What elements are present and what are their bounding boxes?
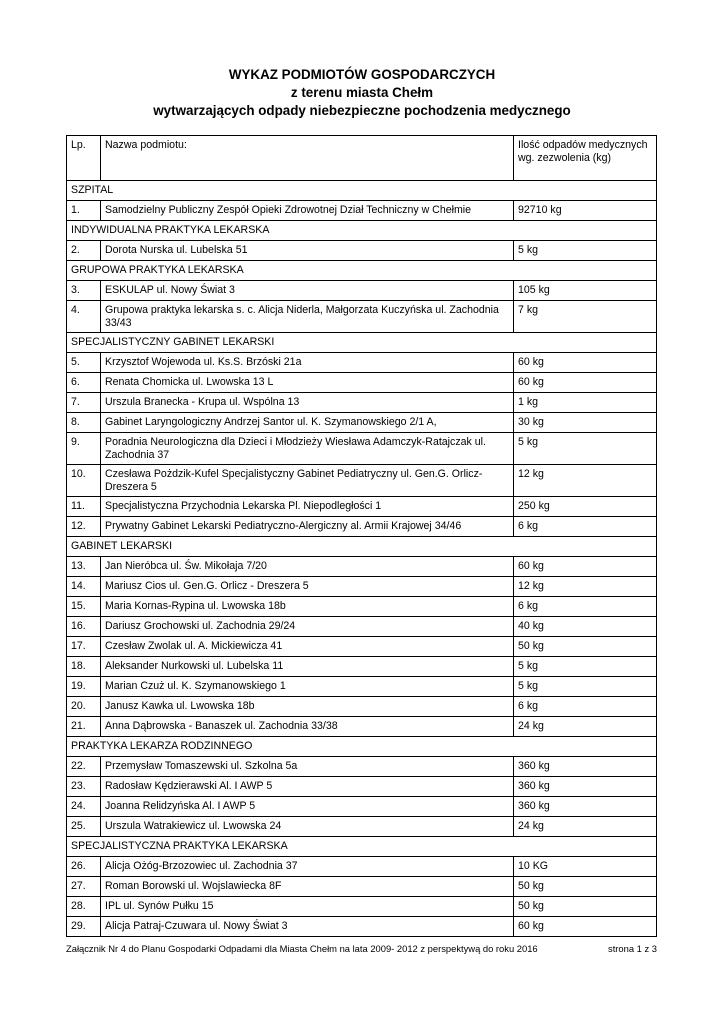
section-row	[67, 261, 657, 281]
cell-lp: 12.	[67, 517, 101, 537]
cell-lp: 9.	[67, 433, 101, 465]
cell-name: Przemysław Tomaszewski ul. Szkolna 5a	[101, 757, 514, 777]
table-row	[67, 353, 657, 373]
cell-lp: 5.	[67, 353, 101, 373]
cell-name: Joanna Relidzyńska Al. I AWP 5	[101, 797, 514, 817]
cell-name: Aleksander Nurkowski ul. Lubelska 11	[101, 657, 514, 677]
table-row	[67, 697, 657, 717]
cell-lp: 25.	[67, 817, 101, 837]
cell-name: Prywatny Gabinet Lekarski Pediatryczno-Alergiczny al. Armii Krajowej 34/46	[101, 517, 514, 537]
cell-amount: 360 kg	[514, 757, 657, 777]
cell-amount: 24 kg	[514, 817, 657, 837]
table-row	[67, 301, 657, 333]
cell-lp: 27.	[67, 877, 101, 897]
cell-amount: 6 kg	[514, 597, 657, 617]
cell-lp: 23.	[67, 777, 101, 797]
table-row	[67, 677, 657, 697]
cell-amount: 5 kg	[514, 677, 657, 697]
title-line-3: wytwarzających odpady niebezpieczne pochodzenia medycznego	[153, 103, 571, 118]
table-row	[67, 817, 657, 837]
cell-lp: 26.	[67, 857, 101, 877]
cell-name: Marian Czuż ul. K. Szymanowskiego 1	[101, 677, 514, 697]
cell-amount: 360 kg	[514, 797, 657, 817]
cell-lp: 10.	[67, 465, 101, 497]
section-row	[67, 333, 657, 353]
table-row	[67, 497, 657, 517]
section-title: SPECJALISTYCZNA PRAKTYKA LEKARSKA	[67, 837, 657, 857]
cell-name: Radosław Kędzierawski Al. I AWP 5	[101, 777, 514, 797]
table-row	[67, 557, 657, 577]
table-row	[67, 917, 657, 937]
footer-note: Załącznik Nr 4 do Planu Gospodarki Odpadami dla Miasta Chełm na lata 2009- 2012 z perspektywą do roku 2016	[66, 943, 538, 954]
cell-lp: 6.	[67, 373, 101, 393]
table-row	[67, 657, 657, 677]
section-title: PRAKTYKA LEKARZA RODZINNEGO	[67, 737, 657, 757]
cell-amount: 5 kg	[514, 241, 657, 261]
cell-name: Alicja Ożóg-Brzozowiec ul. Zachodnia 37	[101, 857, 514, 877]
cell-name: Czesława Pożdzik-Kufel Specjalistyczny Gabinet Pediatryczny ul. Gen.G. Orlicz-Dreszera 5	[101, 465, 514, 497]
cell-name: Poradnia Neurologiczna dla Dzieci i Młodzieży Wiesława Adamczyk-Ratajczak ul. Zachodnia 37	[101, 433, 514, 465]
table-row	[67, 577, 657, 597]
cell-lp: 14.	[67, 577, 101, 597]
cell-name: IPL ul. Synów Pułku 15	[101, 897, 514, 917]
cell-name: Czesław Zwolak ul. A. Mickiewicza 41	[101, 637, 514, 657]
cell-lp: 19.	[67, 677, 101, 697]
cell-amount: 7 kg	[514, 301, 657, 333]
table-row	[67, 433, 657, 465]
cell-amount: 50 kg	[514, 877, 657, 897]
table-row	[67, 241, 657, 261]
cell-amount: 5 kg	[514, 657, 657, 677]
table-row	[67, 281, 657, 301]
cell-name: Anna Dąbrowska - Banaszek ul. Zachodnia 33/38	[101, 717, 514, 737]
cell-lp: 3.	[67, 281, 101, 301]
cell-name: ESKULAP ul. Nowy Świat 3	[101, 281, 514, 301]
table-row	[67, 717, 657, 737]
cell-amount: 50 kg	[514, 897, 657, 917]
cell-lp: 28.	[67, 897, 101, 917]
cell-name: Urszula Branecka - Krupa ul. Wspólna 13	[101, 393, 514, 413]
cell-lp: 15.	[67, 597, 101, 617]
cell-name: Jan Nieróbca ul. Św. Mikołaja 7/20	[101, 557, 514, 577]
table-row	[67, 597, 657, 617]
section-row	[67, 537, 657, 557]
cell-name: Specjalistyczna Przychodnia Lekarska Pl. Niepodległości 1	[101, 497, 514, 517]
cell-amount: 60 kg	[514, 917, 657, 937]
cell-amount: 24 kg	[514, 717, 657, 737]
document-title	[0, 66, 724, 120]
header-name: Nazwa podmiotu:	[101, 136, 514, 181]
section-row	[67, 837, 657, 857]
cell-lp: 29.	[67, 917, 101, 937]
page-number: strona 1 z 3	[608, 943, 657, 954]
cell-name: Janusz Kawka ul. Lwowska 18b	[101, 697, 514, 717]
table-row	[67, 857, 657, 877]
cell-name: Renata Chomicka ul. Lwowska 13 L	[101, 373, 514, 393]
cell-amount: 92710 kg	[514, 201, 657, 221]
section-row	[67, 181, 657, 201]
table-row	[67, 373, 657, 393]
title-line-2: z terenu miasta Chełm	[290, 85, 434, 100]
header-lp: Lp.	[67, 136, 101, 181]
cell-lp: 20.	[67, 697, 101, 717]
section-title: INDYWIDUALNA PRAKTYKA LEKARSKA	[67, 221, 657, 241]
cell-lp: 7.	[67, 393, 101, 413]
section-row	[67, 221, 657, 241]
table-row	[67, 393, 657, 413]
cell-amount: 60 kg	[514, 353, 657, 373]
cell-name: Gabinet Laryngologiczny Andrzej Santor ul. K. Szymanowskiego 2/1 A,	[101, 413, 514, 433]
entities-table	[66, 135, 657, 937]
cell-amount: 6 kg	[514, 697, 657, 717]
cell-name: Urszula Watrakiewicz ul. Lwowska 24	[101, 817, 514, 837]
cell-name: Samodzielny Publiczny Zespół Opieki Zdrowotnej Dział Techniczny w Chełmie	[101, 201, 514, 221]
cell-amount: 60 kg	[514, 373, 657, 393]
table-row	[67, 617, 657, 637]
cell-lp: 17.	[67, 637, 101, 657]
cell-name: Krzysztof Wojewoda ul. Ks.S. Brzóski 21a	[101, 353, 514, 373]
cell-amount: 10 KG	[514, 857, 657, 877]
cell-amount: 105 kg	[514, 281, 657, 301]
cell-name: Dorota Nurska ul. Lubelska 51	[101, 241, 514, 261]
cell-lp: 1.	[67, 201, 101, 221]
cell-amount: 50 kg	[514, 637, 657, 657]
cell-lp: 11.	[67, 497, 101, 517]
cell-lp: 21.	[67, 717, 101, 737]
table-row	[67, 465, 657, 497]
table-row	[67, 637, 657, 657]
cell-lp: 18.	[67, 657, 101, 677]
cell-amount: 60 kg	[514, 557, 657, 577]
cell-amount: 30 kg	[514, 413, 657, 433]
cell-name: Dariusz Grochowski ul. Zachodnia 29/24	[101, 617, 514, 637]
table-row	[67, 777, 657, 797]
cell-lp: 8.	[67, 413, 101, 433]
table-row	[67, 757, 657, 777]
table-row	[67, 797, 657, 817]
table-row	[67, 517, 657, 537]
cell-amount: 6 kg	[514, 517, 657, 537]
cell-amount: 12 kg	[514, 465, 657, 497]
table-row	[67, 201, 657, 221]
table-row	[67, 413, 657, 433]
cell-amount: 40 kg	[514, 617, 657, 637]
cell-name: Alicja Patraj-Czuwara ul. Nowy Świat 3	[101, 917, 514, 937]
cell-name: Maria Kornas-Rypina ul. Lwowska 18b	[101, 597, 514, 617]
cell-amount: 5 kg	[514, 433, 657, 465]
table-header-row	[67, 136, 657, 181]
section-title: SZPITAL	[67, 181, 657, 201]
header-amount: Ilość odpadów medycznych wg. zezwolenia (kg)	[514, 136, 657, 181]
cell-name: Mariusz Cios ul. Gen.G. Orlicz - Dreszera 5	[101, 577, 514, 597]
cell-name: Grupowa praktyka lekarska s. c. Alicja Niderla, Małgorzata Kuczyńska ul. Zachodnia 33/43	[101, 301, 514, 333]
section-title: SPECJALISTYCZNY GABINET LEKARSKI	[67, 333, 657, 353]
cell-lp: 24.	[67, 797, 101, 817]
section-title: GABINET LEKARSKI	[67, 537, 657, 557]
section-title: GRUPOWA PRAKTYKA LEKARSKA	[67, 261, 657, 281]
cell-lp: 16.	[67, 617, 101, 637]
table-row	[67, 877, 657, 897]
cell-lp: 4.	[67, 301, 101, 333]
cell-amount: 360 kg	[514, 777, 657, 797]
table-row	[67, 897, 657, 917]
cell-lp: 13.	[67, 557, 101, 577]
cell-amount: 1 kg	[514, 393, 657, 413]
cell-lp: 2.	[67, 241, 101, 261]
cell-lp: 22.	[67, 757, 101, 777]
cell-name: Roman Borowski ul. Wojslawiecka 8F	[101, 877, 514, 897]
section-row	[67, 737, 657, 757]
title-line-1: WYKAZ PODMIOTÓW GOSPODARCZYCH	[228, 67, 496, 82]
cell-amount: 12 kg	[514, 577, 657, 597]
cell-amount: 250 kg	[514, 497, 657, 517]
